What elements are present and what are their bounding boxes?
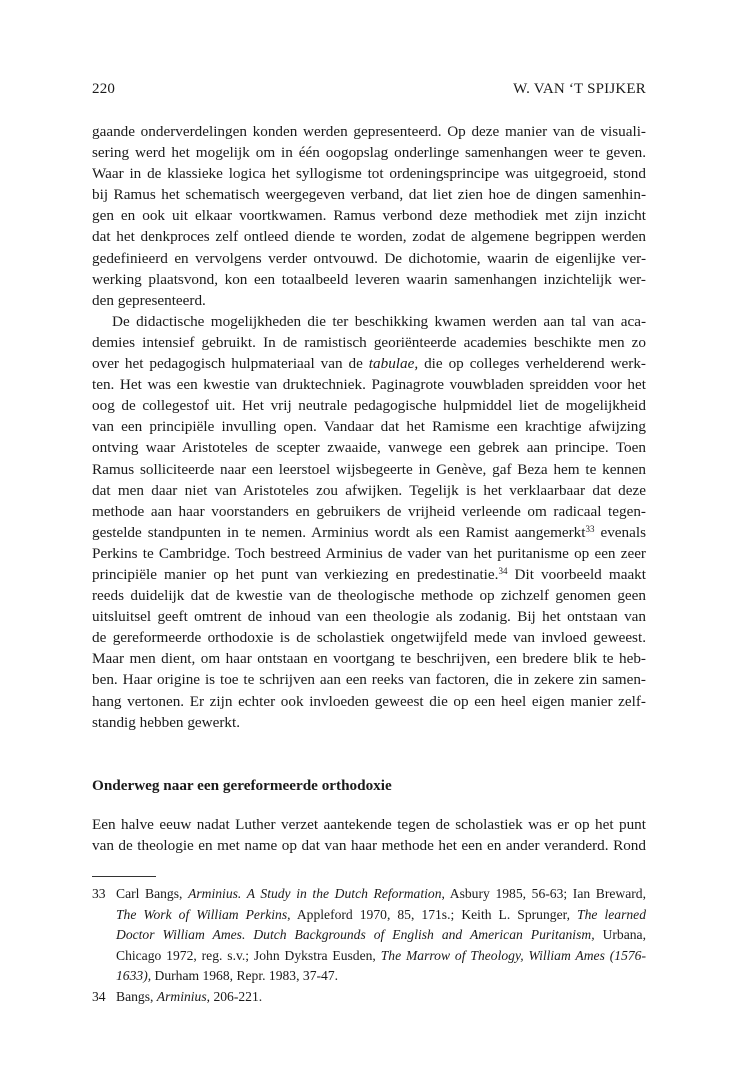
text-line: methode aan haar voorstanders en gebruikers de vrijheid verleende om radicaal tegen-	[92, 502, 646, 520]
text-line	[92, 522, 646, 543]
text-line: ben. Haar origine is toe te schrijven aan een reeks van factoren, die in zekere zin samen-	[92, 671, 646, 689]
text-run: gestelde standpunten in te nemen. Arminius wordt als een Ramist aangemerkt	[92, 523, 586, 541]
footnote-line	[116, 925, 646, 946]
text-line: ten. Het was een kwestie van druktechniek. Paginagrote vouwbladen spreidden voor het	[92, 376, 646, 394]
paragraph-3	[92, 814, 646, 856]
text-run: Chicago 1972, reg. s.v.; John Dykstra Eusden,	[116, 947, 381, 963]
text-line: Waar in de klassieke logica het syllogisme tot ordeningsprincipe was uitgegroeid, stond	[92, 165, 646, 183]
italic-title: Doctor William Ames. Dutch Backgrounds of English and American Puritanism,	[116, 927, 595, 942]
spacer	[92, 733, 646, 775]
text-line: standig hebben gewerkt.	[92, 713, 241, 731]
text-line: dat men daar niet van Aristoteles zou afwijken. Tegelijk is het verklaarbaar dat deze	[92, 481, 646, 499]
text-line: Maar men dient, om haar ontstaan en voortgang te beschrijven, een bredere blik te heb-	[92, 650, 646, 668]
footnote-line	[116, 946, 646, 967]
text-line: ontving waar Aristoteles de scepter zwaaide, vanwege een gebrek aan principe. Toen	[92, 439, 646, 457]
text-run: , Asbury 1985, 56-63; Ian Breward,	[441, 886, 646, 901]
italic-term: tabulae,	[368, 355, 419, 373]
text-line: uitsluitsel geeft omtrent de inhoud van een theologie als zodanig. Bij het ontstaan van	[92, 608, 646, 626]
text-run: , Appleford 1970, 85, 171s.; Keith L. Sprunger,	[287, 906, 578, 922]
footnote-34	[92, 987, 646, 1008]
text-line: reeds duidelijk dat de kwestie van de theologische methode op zichzelf genomen geen	[92, 587, 646, 605]
italic-title: 1633),	[116, 968, 152, 983]
text-line: van de theologie en met name op dat van haar methode het een en ander veranderd. Rond	[92, 836, 646, 854]
text-line	[92, 353, 646, 374]
text-line: Perkins te Cambridge. Toch bestreed Arminius de vader van het puritanisme op een zeer	[92, 544, 646, 562]
text-run: Urbana,	[594, 927, 646, 942]
running-header	[92, 79, 646, 99]
footnote-line	[116, 905, 646, 926]
italic-title: The Marrow of Theology, William Ames (1576-	[380, 947, 646, 963]
italic-title: Arminius	[156, 988, 207, 1004]
text-line: gaande onderverdelingen konden werden gepresenteerd. Op deze manier van de visuali-	[92, 123, 646, 140]
text-run: Carl Bangs,	[116, 886, 189, 901]
body-text	[92, 121, 646, 856]
text-run: Durham 1968, Repr. 1983, 37-47.	[151, 968, 339, 983]
text-run: Dit voorbeeld maakt	[507, 565, 646, 583]
text-run: die op colleges verhelderend werk-	[418, 355, 646, 373]
footnote-line	[116, 987, 646, 1008]
footnote-line	[116, 966, 646, 987]
footnote-ref-33[interactable]: 33	[585, 523, 595, 534]
text-line: hang vertonen. Er zijn echter ook invloeden geweest die op een heel eigen manier zelf-	[92, 692, 646, 710]
italic-title: The Work of William Perkins	[116, 906, 288, 922]
text-run: over het pedagogisch hulpmateriaal van de	[92, 355, 369, 373]
text-line: De didactische mogelijkheden die ter beschikking kwamen werden aan tal van aca-	[112, 312, 646, 330]
text-line: oog de collegestof uit. Het vrij neutrale pedagogische hulpmiddel liet de mogelijkheid	[92, 397, 646, 415]
text-line: sering werd het mogelijk om in één oogopslag onderlinge samenhangen weer te geven.	[92, 144, 646, 162]
footnote-rule	[92, 876, 156, 877]
text-line: den gepresenteerd.	[92, 291, 206, 309]
text-run: Bangs,	[116, 988, 157, 1004]
italic-title: Arminius. A Study in the Dutch Reformation	[188, 886, 442, 901]
text-line: gedefinieerd en vervolgens verder ontvouwd. De dichotomie, waarin de eigenlijke ver-	[92, 249, 646, 267]
text-line: de gereformeerde orthodoxie is de scholastiek ongetwijfeld mede van invloed geweest.	[92, 629, 646, 647]
section-heading: Onderweg naar een gereformeerde orthodoxie	[92, 776, 392, 794]
text-run: evenals	[594, 523, 646, 541]
footnote-number: 33	[92, 886, 106, 901]
page-number: 220	[92, 81, 116, 97]
paragraph-2	[92, 311, 646, 733]
paragraph-1	[92, 121, 646, 311]
footnote-number: 34	[92, 988, 106, 1004]
text-line: werking plaatsvond, kon een totaalbeeld leveren waarin samenhangen inzichtelijk wer-	[92, 270, 646, 288]
footnote-line	[116, 884, 646, 905]
text-line: gen en ook uit elkaar voortkwamen. Ramus verbond deze methodiek met zijn inzicht	[92, 207, 646, 225]
text-line: van een principiële invulling open. Vandaar dat het Ramisme een krachtige afwijzing	[92, 418, 646, 436]
text-line: Een halve eeuw nadat Luther verzet aantekende tegen de scholastiek was er op het punt	[92, 815, 646, 833]
text-line: bij Ramus het schematisch weergegeven verband, dat liet zien hoe de dingen samenhin-	[92, 186, 646, 204]
footnote-ref-34[interactable]: 34	[498, 565, 508, 576]
text-run: , 206-221.	[206, 988, 263, 1004]
running-title: W. VAN ‘T SPIJKER	[513, 81, 646, 97]
text-line: Ramus solliciteerde naar een leerstoel wijsbegeerte in Genève, gaf Beza hem te kennen	[92, 460, 646, 478]
footnote-33	[92, 884, 646, 987]
footnotes	[92, 884, 646, 1007]
italic-title: The learned	[577, 906, 646, 922]
text-line	[92, 564, 646, 585]
text-line: dat het denkproces zelf ontleed diende te worden, zodat de algemene begrippen werden	[92, 228, 646, 246]
text-line: demies intensief gebruikt. In de ramistisch georiënteerde academies beschikte men zo	[92, 333, 646, 351]
text-run: principiële manier op het punt van verkiezing en predestinatie.	[92, 565, 499, 583]
